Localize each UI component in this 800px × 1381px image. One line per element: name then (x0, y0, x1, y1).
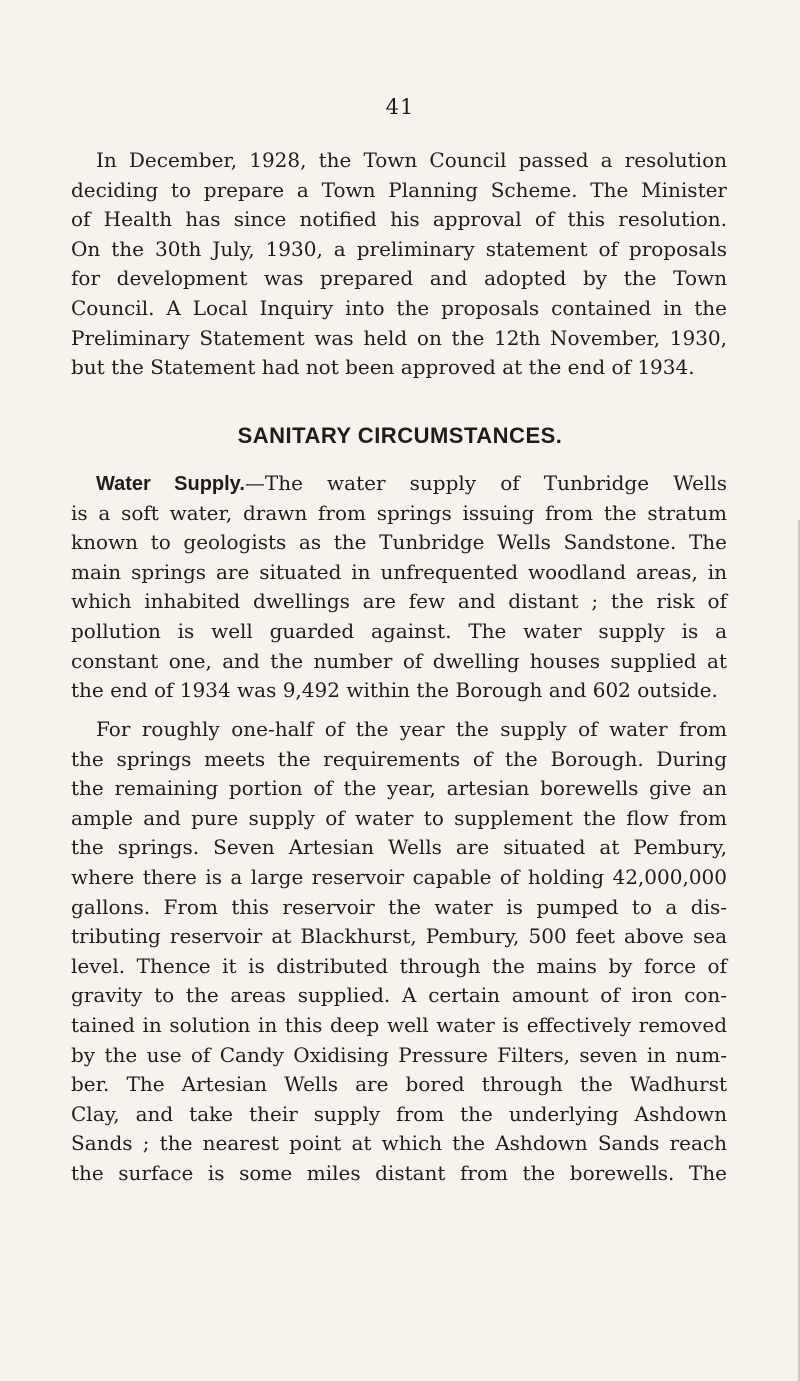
page-number: 41 (385, 95, 415, 119)
paragraph-line: the springs. Seven Artesian Wells are situated at Pembury, (71, 835, 727, 860)
paragraph-line: Council. A Local Inquiry into the proposals contained in the (71, 295, 727, 320)
run-in-heading: Water Supply. (96, 473, 245, 495)
paragraph-line: gallons. From this reservoir the water is pumped to a dis- (71, 894, 727, 919)
paragraph-line: pollution is well guarded against. The water supply is a (71, 618, 727, 643)
paragraph-line: level. Thence it is distributed through the mains by force of (71, 953, 727, 978)
paragraph-line: For roughly one-half of the year the supply of water from (96, 717, 727, 741)
paragraph-line: Sands ; the nearest point at which the Ashdown Sands reach (71, 1131, 727, 1156)
section-heading: SANITARY CIRCUMSTANCES. (237, 423, 563, 448)
paragraph-line: known to geologists as the Tunbridge Wells Sandstone. The (71, 530, 727, 555)
paragraph-line: Clay, and take their supply from the underlying Ashdown (71, 1101, 727, 1126)
paragraph-line: In December, 1928, the Town Council passed a resolution (96, 148, 727, 172)
paragraph-line: is a soft water, drawn from springs issuing from the stratum (71, 500, 727, 525)
paragraph-line: which inhabited dwellings are few and distant ; the risk of (71, 589, 727, 614)
paragraph-line: the end of 1934 was 9,492 within the Borough and 602 outside. (71, 678, 718, 703)
paragraph-line: ber. The Artesian Wells are bored through the Wadhurst (71, 1072, 727, 1097)
paragraph-line: the surface is some miles distant from the borewells. The (71, 1160, 727, 1185)
paragraph-line: deciding to prepare a Town Planning Scheme. The Minister (71, 177, 727, 202)
paragraph-line-text: —The water supply of Tunbridge Wells (244, 471, 727, 495)
paragraph-line: where there is a large reservoir capable of holding 42,000,000 (71, 864, 727, 889)
town-planning-paragraph (71, 146, 727, 383)
paragraph-line: of Health has since notified his approval of this resolution. (71, 207, 727, 232)
paragraph-line: the springs meets the requirements of the Borough. During (71, 746, 727, 771)
water-supply-paragraph (71, 469, 727, 706)
paragraph-line: for development was prepared and adopted by the Town (71, 266, 727, 291)
paragraph-line: Preliminary Statement was held on the 12th November, 1930, (71, 325, 727, 350)
paragraph-line: main springs are situated in unfrequented woodland areas, in (71, 559, 727, 584)
springs-paragraph (71, 715, 727, 1189)
paragraph-line: tributing reservoir at Blackhurst, Pembury, 500 feet above sea (71, 924, 727, 949)
paragraph-line: constant one, and the number of dwelling houses supplied at (71, 648, 727, 673)
paragraph-line (71, 469, 727, 499)
paragraph-line: gravity to the areas supplied. A certain amount of iron con- (71, 983, 727, 1008)
paragraph-line: tained in solution in this deep well water is effectively removed (71, 1012, 727, 1037)
paragraph-line: but the Statement had not been approved at the end of 1934. (71, 355, 695, 380)
paragraph-line: by the use of Candy Oxidising Pressure Filters, seven in num- (71, 1042, 727, 1067)
paragraph-line: On the 30th July, 1930, a preliminary statement of proposals (71, 236, 727, 261)
paragraph-line: ample and pure supply of water to supplement the flow from (71, 805, 727, 830)
paragraph-line: the remaining portion of the year, artesian borewells give an (71, 776, 727, 801)
